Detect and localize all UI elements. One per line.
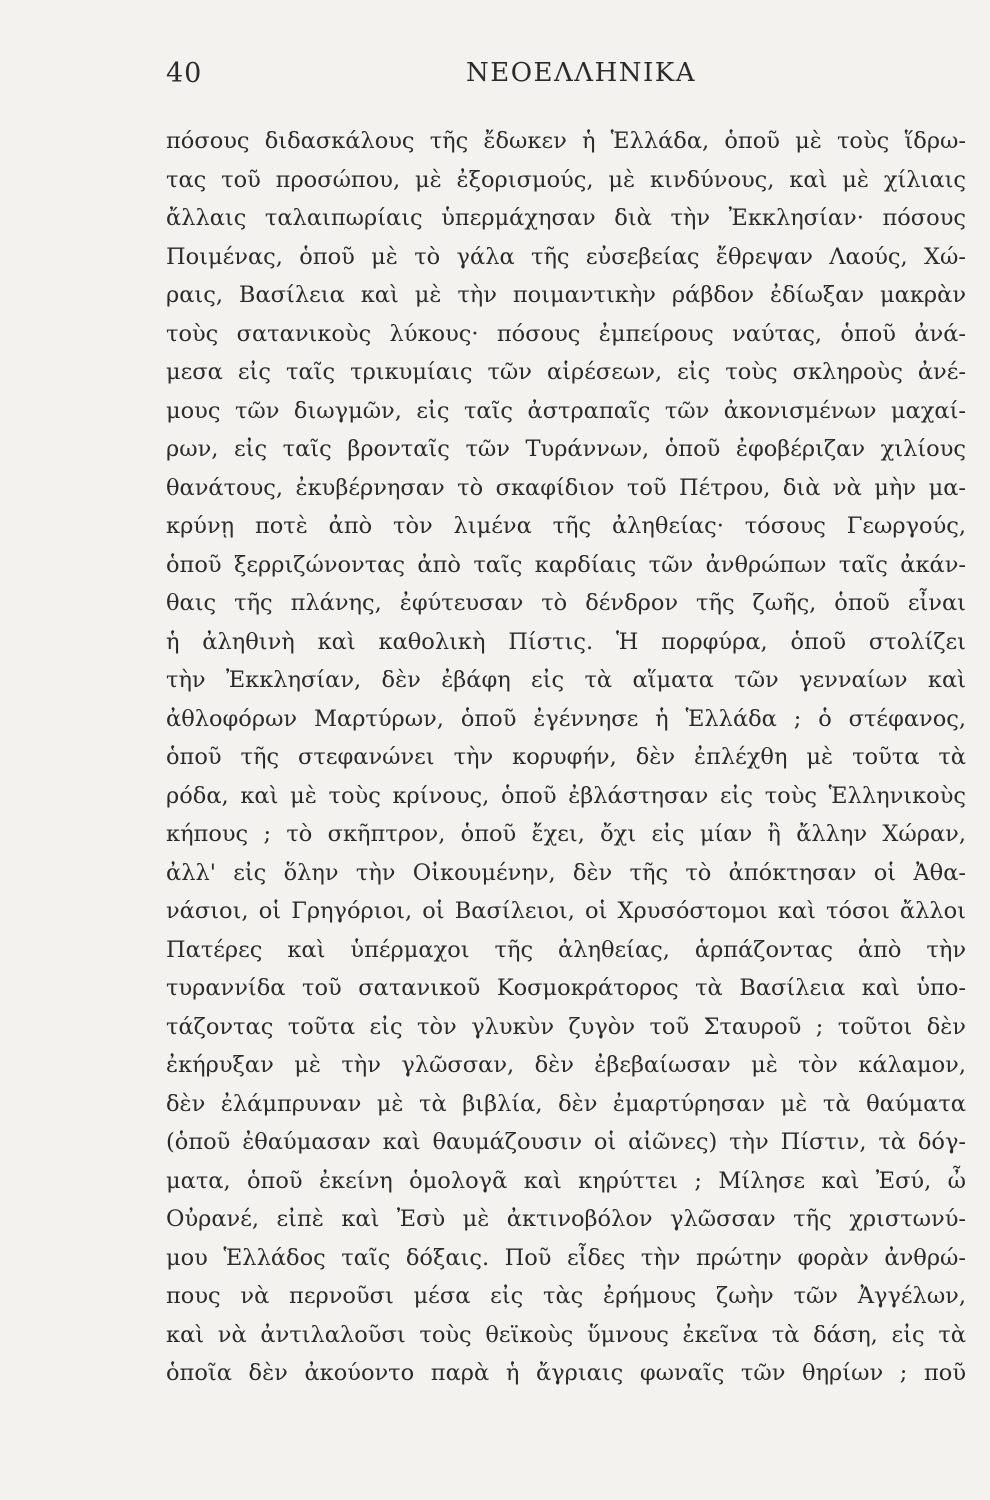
text-line: ρόδα, καὶ μὲ τοὺς κρίνους, ὁποῦ ἐβλάστησαν εἰς τοὺς Ἑλληνικοὺς [166,782,966,809]
text-line: δὲν ἐλάμπρυναν μὲ τὰ βιβλία, δὲν ἐμαρτύρησαν μὲ τὰ θαύματα [166,1090,966,1117]
text-line: Οὐρανέ, εἰπὲ καὶ Ἐσὺ μὲ ἀκτινοβόλον γλῶσσαν τῆς χριστωνύ- [166,1206,966,1232]
text-line: μεσα εἰς ταῖς τρικυμίαις τῶν αἱρέσεων, εἰς τοὺς σκληροὺς ἀνέ- [166,359,966,385]
text-line: μου Ἑλλάδος ταῖς δόξαις. Ποῦ εἶδες τὴν πρώτην φορὰν ἀνθρώ- [166,1244,966,1271]
text-line: τάζοντας τοῦτα εἰς τὸν γλυκὺν ζυγὸν τοῦ Σταυροῦ ; τοῦτοι δὲν [166,1013,966,1040]
text-line: τοὺς σατανικοὺς λύκους· πόσους ἐμπείρους ναύτας, ὁποῦ ἀνά- [166,320,966,347]
text-line: ὁποῦ τῆς στεφανώνει τὴν κορυφήν, δὲν ἐπλέχθη μὲ τοῦτα τὰ [166,744,966,770]
text-line: (ὁποῦ ἐθαύμασαν καὶ θαυμάζουσιν οἱ αἰῶνες) τὴν Πίστιν, τὰ δόγ- [166,1129,966,1155]
text-line: ἐκήρυξαν μὲ τὴν γλῶσσαν, δὲν ἐβεβαίωσαν μὲ τὸν κάλαμον, [166,1052,966,1078]
text-line: ρων, εἰς ταῖς βρονταῖς τῶν Τυράννων, ὁποῦ ἐφοβέριζαν χιλίους [166,436,966,462]
text-line: ἀθλοφόρων Μαρτύρων, ὁποῦ ἐγέννησε ἡ Ἑλλάδα ; ὁ στέφανος, [166,705,966,732]
text-line: νάσιοι, οἱ Γρηγόριοι, οἱ Βασίλειοι, οἱ Χρυσόστομοι καὶ τόσοι ἄλλοι [166,898,966,924]
text-line: ἡ ἀληθινὴ καὶ καθολικὴ Πίστις. Ἡ πορφύρα, ὁποῦ στολίζει [166,628,966,655]
text-line: πόσους διδασκάλους τῆς ἔδωκεν ἡ Ἑλλάδα, ὁποῦ μὲ τοὺς ἵδρω- [166,128,966,154]
text-line: τας τοῦ προσώπου, μὲ ἐξορισμούς, μὲ κινδύνους, καὶ μὲ χίλιαις [166,166,966,193]
body-text [166,122,966,1393]
text-line: κήπους ; τὸ σκῆπτρον, ὁποῦ ἔχει, ὄχι εἰς μίαν ἢ ἄλλην Χώραν, [166,821,966,847]
text-line: Πατέρες καὶ ὑπέρμαχοι τῆς ἀληθείας, ἁρπάζοντας ἀπὸ τὴν [166,936,966,963]
text-line: ραις, Βασίλεια καὶ μὲ τὴν ποιμαντικὴν ράβδον ἐδίωξαν μακρὰν [166,282,966,308]
text-line: Ποιμένας, ὁποῦ μὲ τὸ γάλα τῆς εὐσεβείας ἔθρεψαν Λαούς, Χώ- [166,243,966,270]
text-line: τυραννίδα τοῦ σατανικοῦ Κοσμοκράτορος τὰ Βασίλεια καὶ ὑπο- [166,975,966,1001]
text-line: τὴν Ἐκκλησίαν, δὲν ἐβάφη εἰς τὰ αἵματα τῶν γενναίων καὶ [166,667,966,693]
text-line: ἄλλαις ταλαιπωρίαις ὑπερμάχησαν διὰ τὴν Ἐκκλησίαν· πόσους [166,205,966,231]
text-line: θαις τῆς πλάνης, ἐφύτευσαν τὸ δένδρον τῆς ζωῆς, ὁποῦ εἶναι [166,590,966,616]
text-line: κρύνῃ ποτὲ ἀπὸ τὸν λιμένα τῆς ἀληθείας· τόσους Γεωργούς, [166,513,966,539]
text-line: μους τῶν διωγμῶν, εἰς ταῖς ἀστραπαῖς τῶν ἀκονισμένων μαχαί- [166,397,966,424]
text-line: πους νὰ περνοῦσι μέσα εἰς τὰς ἐρήμους ζωὴν τῶν Ἀγγέλων, [166,1283,966,1309]
text-line: ὁποῦ ξερριζώνοντας ἀπὸ ταῖς καρδίαις τῶν ἀνθρώπων ταῖς ἀκάν- [166,551,966,578]
text-line: καὶ νὰ ἀντιλαλοῦσι τοὺς θεϊκοὺς ὕμνους ἐκεῖνα τὰ δάση, εἰς τὰ [166,1321,966,1348]
text-line: θανάτους, ἐκυβέρνησαν τὸ σκαφίδιον τοῦ Πέτρου, διὰ νὰ μὴν μα- [166,474,966,501]
running-title: ΝΕΟΕΛΛΗΝΙΚΑ [466,58,696,88]
text-line: ἀλλ' εἰς ὅλην τὴν Οἰκουμένην, δὲν τῆς τὸ ἀπόκτησαν οἱ Ἀθα- [166,859,966,886]
text-line: ὁποῖα δὲν ἀκούοντο παρὰ ἡ ἄγριαις φωναῖς τῶν θηρίων ; ποῦ [166,1360,966,1386]
page-header [166,58,946,98]
page-number: 40 [166,58,203,89]
text-line: ματα, ὁποῦ ἐκείνη ὁμολογᾶ καὶ κηρύττει ; Μίλησε καὶ Ἐσύ, ὦ [166,1167,966,1194]
